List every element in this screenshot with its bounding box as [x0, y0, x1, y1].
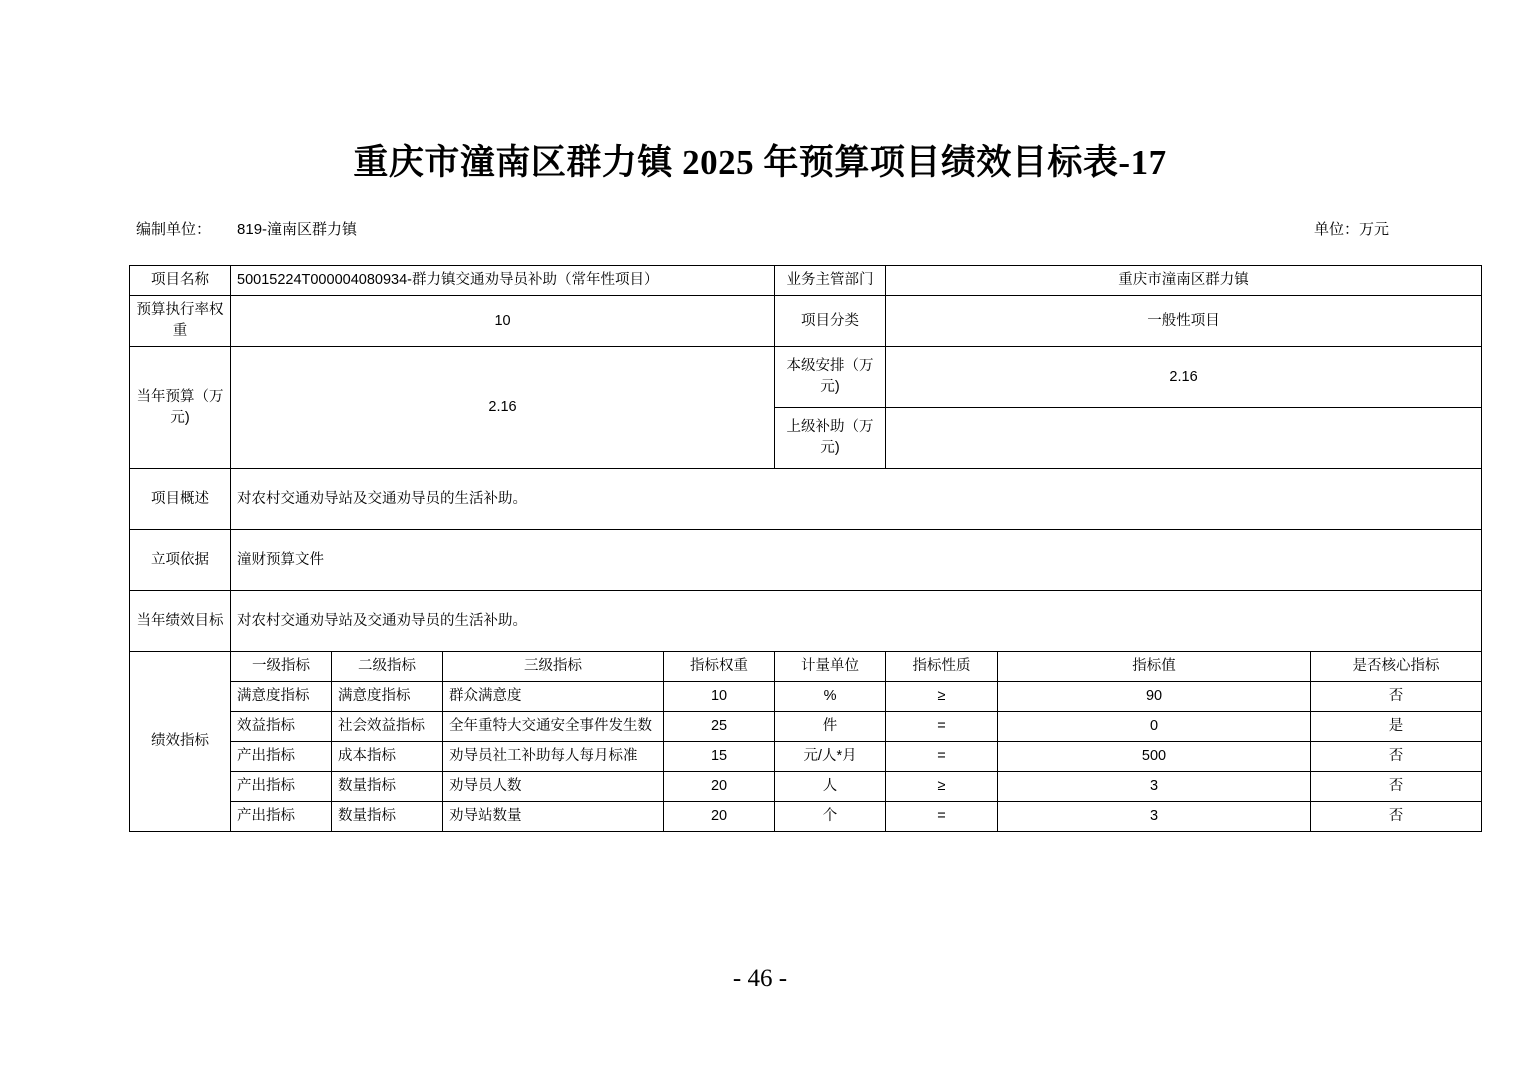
- table-row-annual-goal: [130, 591, 1482, 652]
- table-row: [130, 682, 1482, 712]
- indicator-weight: 10: [664, 682, 775, 712]
- indicator-value: 0: [998, 712, 1311, 742]
- indicator-level1: 效益指标: [231, 712, 332, 742]
- indicator-level3: 劝导站数量: [443, 802, 664, 832]
- supervising-dept-label: 业务主管部门: [775, 266, 886, 296]
- project-overview-value: 对农村交通劝导站及交通劝导员的生活补助。: [231, 469, 1482, 530]
- meta-row: [0, 218, 1520, 242]
- indicator-header-unit: 计量单位: [775, 652, 886, 682]
- table-row: [130, 742, 1482, 772]
- performance-target-table: [129, 265, 1482, 832]
- annual-budget-label: 当年预算（万元): [130, 347, 231, 469]
- indicator-weight: 15: [664, 742, 775, 772]
- indicator-level1: 产出指标: [231, 742, 332, 772]
- indicator-level3: 全年重特大交通安全事件发生数: [443, 712, 664, 742]
- indicator-level1: 满意度指标: [231, 682, 332, 712]
- indicator-value: 3: [998, 772, 1311, 802]
- indicator-header-core: 是否核心指标: [1311, 652, 1482, 682]
- annual-budget-value: 2.16: [231, 347, 775, 469]
- indicator-nature: ≥: [886, 772, 998, 802]
- exec-rate-weight-label: 预算执行率权重: [130, 296, 231, 347]
- basis-value: 潼财预算文件: [231, 530, 1482, 591]
- upper-subsidy-label: 上级补助（万元): [775, 408, 886, 469]
- table-row: [130, 712, 1482, 742]
- indicator-header-value: 指标值: [998, 652, 1311, 682]
- indicator-unit: %: [775, 682, 886, 712]
- table-row-project-overview: [130, 469, 1482, 530]
- indicator-level3: 群众满意度: [443, 682, 664, 712]
- project-category-value: 一般性项目: [886, 296, 1482, 347]
- basis-label: 立项依据: [130, 530, 231, 591]
- indicator-level2: 成本指标: [332, 742, 443, 772]
- indicator-level2: 数量指标: [332, 772, 443, 802]
- page-title: 重庆市潼南区群力镇 2025 年预算项目绩效目标表-17: [353, 143, 1167, 182]
- table-row-exec-rate-weight: [130, 296, 1482, 347]
- project-category-label: 项目分类: [775, 296, 886, 347]
- local-arrangement-value: 2.16: [886, 347, 1482, 408]
- indicator-level2: 数量指标: [332, 802, 443, 832]
- annual-goal-value: 对农村交通劝导站及交通劝导员的生活补助。: [231, 591, 1482, 652]
- indicator-level1: 产出指标: [231, 772, 332, 802]
- indicator-header-level3: 三级指标: [443, 652, 664, 682]
- indicator-header-nature: 指标性质: [886, 652, 998, 682]
- indicator-level2: 社会效益指标: [332, 712, 443, 742]
- indicator-core: 否: [1311, 742, 1482, 772]
- exec-rate-weight-value: 10: [231, 296, 775, 347]
- table-row-project-name: [130, 266, 1482, 296]
- table-row-indicator-header: [130, 652, 1482, 682]
- indicator-header-weight: 指标权重: [664, 652, 775, 682]
- indicator-core: 是: [1311, 712, 1482, 742]
- indicator-header-level1: 一级指标: [231, 652, 332, 682]
- indicator-value: 500: [998, 742, 1311, 772]
- indicator-core: 否: [1311, 802, 1482, 832]
- prepared-by-value: 819-潼南区群力镇: [237, 221, 358, 238]
- supervising-dept-value: 重庆市潼南区群力镇: [886, 266, 1482, 296]
- indicator-core: 否: [1311, 682, 1482, 712]
- indicator-unit: 件: [775, 712, 886, 742]
- indicators-section-label: 绩效指标: [130, 652, 231, 832]
- table-row-local-arrangement: [130, 347, 1482, 408]
- project-overview-label: 项目概述: [130, 469, 231, 530]
- indicator-weight: 20: [664, 772, 775, 802]
- indicator-level1: 产出指标: [231, 802, 332, 832]
- page-number: - 46 -: [732, 965, 788, 992]
- indicator-nature: =: [886, 742, 998, 772]
- upper-subsidy-value: [886, 408, 1482, 469]
- indicator-value: 3: [998, 802, 1311, 832]
- indicator-unit: 元/人*月: [775, 742, 886, 772]
- table-row-basis: [130, 530, 1482, 591]
- indicator-level2: 满意度指标: [332, 682, 443, 712]
- indicator-unit: 个: [775, 802, 886, 832]
- prepared-by: [136, 218, 357, 239]
- local-arrangement-label: 本级安排（万元): [775, 347, 886, 408]
- annual-goal-label: 当年绩效目标: [130, 591, 231, 652]
- indicator-nature: =: [886, 712, 998, 742]
- indicator-weight: 20: [664, 802, 775, 832]
- indicator-level3: 劝导员人数: [443, 772, 664, 802]
- unit-note: 单位：万元: [1313, 221, 1389, 238]
- prepared-by-label: 编制单位：: [136, 221, 212, 238]
- project-name-value: 50015224T000004080934-群力镇交通劝导员补助（常年性项目）: [231, 266, 775, 296]
- indicator-weight: 25: [664, 712, 775, 742]
- indicator-value: 90: [998, 682, 1311, 712]
- indicator-nature: =: [886, 802, 998, 832]
- indicator-core: 否: [1311, 772, 1482, 802]
- indicator-unit: 人: [775, 772, 886, 802]
- project-name-label: 项目名称: [130, 266, 231, 296]
- indicator-level3: 劝导员社工补助每人每月标准: [443, 742, 664, 772]
- table-row: [130, 772, 1482, 802]
- indicator-header-level2: 二级指标: [332, 652, 443, 682]
- table-row: [130, 802, 1482, 832]
- indicator-nature: ≥: [886, 682, 998, 712]
